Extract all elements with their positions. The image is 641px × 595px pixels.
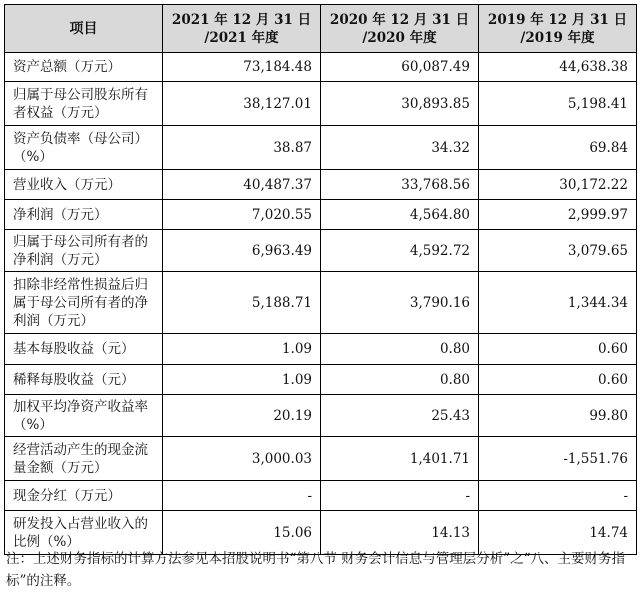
cell-2019: 99.80 xyxy=(479,395,637,437)
table-row xyxy=(5,230,637,272)
table-row xyxy=(5,481,637,511)
table-row xyxy=(5,395,637,437)
header-2020-line1: 2020 年 12 月 31 日 xyxy=(329,11,470,28)
row-label: 归属于母公司所有者的净利润（万元） xyxy=(5,230,163,272)
row-label: 资产负债率（母公司）（%） xyxy=(5,126,163,170)
row-label: 稀释每股收益（元） xyxy=(5,365,163,395)
row-label: 扣除非经常性损益后归属于母公司所有者的净利润（万元） xyxy=(5,272,163,334)
row-label: 营业收入（万元） xyxy=(5,170,163,200)
cell-2021: 7,020.55 xyxy=(163,200,321,230)
cell-2019: 30,172.22 xyxy=(479,170,637,200)
cell-2020: 30,893.85 xyxy=(321,82,479,126)
table-row xyxy=(5,53,637,82)
cell-2020: 25.43 xyxy=(321,395,479,437)
cell-2020: 4,564.80 xyxy=(321,200,479,230)
cell-2019: 44,638.38 xyxy=(479,53,637,82)
table-row xyxy=(5,200,637,230)
cell-2020: 0.80 xyxy=(321,365,479,395)
row-label: 资产总额（万元） xyxy=(5,53,163,82)
cell-2021: 38,127.01 xyxy=(163,82,321,126)
cell-2019: -1,551.76 xyxy=(479,437,637,481)
cell-2021: - xyxy=(163,481,321,511)
cell-2020: - xyxy=(321,481,479,511)
financial-indicators-table xyxy=(4,4,637,555)
cell-2021: 38.87 xyxy=(163,126,321,170)
cell-2020: 34.32 xyxy=(321,126,479,170)
cell-2019: 14.74 xyxy=(479,511,637,555)
cell-2021: 3,000.03 xyxy=(163,437,321,481)
header-2021-line1: 2021 年 12 月 31 日 xyxy=(171,11,312,28)
cell-2021: 20.19 xyxy=(163,395,321,437)
cell-2019: 0.60 xyxy=(479,334,637,365)
row-label: 净利润（万元） xyxy=(5,200,163,230)
cell-2019: 1,344.34 xyxy=(479,272,637,334)
cell-2019: - xyxy=(479,481,637,511)
table-row xyxy=(5,170,637,200)
header-2020 xyxy=(321,5,479,53)
cell-2020: 14.13 xyxy=(321,511,479,555)
header-2020-line2: /2020 年度 xyxy=(362,29,437,46)
header-2019-line2: /2019 年度 xyxy=(520,29,595,46)
cell-2019: 69.84 xyxy=(479,126,637,170)
cell-2019: 0.60 xyxy=(479,365,637,395)
cell-2020: 33,768.56 xyxy=(321,170,479,200)
cell-2020: 0.80 xyxy=(321,334,479,365)
table-row xyxy=(5,126,637,170)
cell-2019: 3,079.65 xyxy=(479,230,637,272)
cell-2021: 5,188.71 xyxy=(163,272,321,334)
cell-2021: 15.06 xyxy=(163,511,321,555)
cell-2021: 73,184.48 xyxy=(163,53,321,82)
row-label: 基本每股收益（元） xyxy=(5,334,163,365)
cell-2021: 1.09 xyxy=(163,334,321,365)
cell-2020: 1,401.71 xyxy=(321,437,479,481)
footnote: 注：上述财务指标的计算方法参见本招股说明书“第八节 财务会计信息与管理层分析”之“八、主要财务指标”的注释。 xyxy=(6,551,625,589)
cell-2019: 2,999.97 xyxy=(479,200,637,230)
header-item: 项目 xyxy=(5,5,163,53)
cell-2021: 1.09 xyxy=(163,365,321,395)
table-header-row xyxy=(5,5,637,53)
header-2019 xyxy=(479,5,637,53)
table-row xyxy=(5,365,637,395)
cell-2020: 60,087.49 xyxy=(321,53,479,82)
header-2021 xyxy=(163,5,321,53)
header-2021-line2: /2021 年度 xyxy=(204,29,279,46)
cell-2021: 40,487.37 xyxy=(163,170,321,200)
table-row xyxy=(5,272,637,334)
row-label: 现金分红（万元） xyxy=(5,481,163,511)
row-label: 经营活动产生的现金流量金额（万元） xyxy=(5,437,163,481)
header-2019-line1: 2019 年 12 月 31 日 xyxy=(487,11,628,28)
row-label: 加权平均净资产收益率（%） xyxy=(5,395,163,437)
table-row xyxy=(5,334,637,365)
table-row xyxy=(5,437,637,481)
table-row xyxy=(5,82,637,126)
cell-2020: 4,592.72 xyxy=(321,230,479,272)
cell-2019: 5,198.41 xyxy=(479,82,637,126)
cell-2021: 6,963.49 xyxy=(163,230,321,272)
cell-2020: 3,790.16 xyxy=(321,272,479,334)
row-label: 归属于母公司股东所有者权益（万元） xyxy=(5,82,163,126)
row-label: 研发投入占营业收入的比例（%） xyxy=(5,511,163,555)
